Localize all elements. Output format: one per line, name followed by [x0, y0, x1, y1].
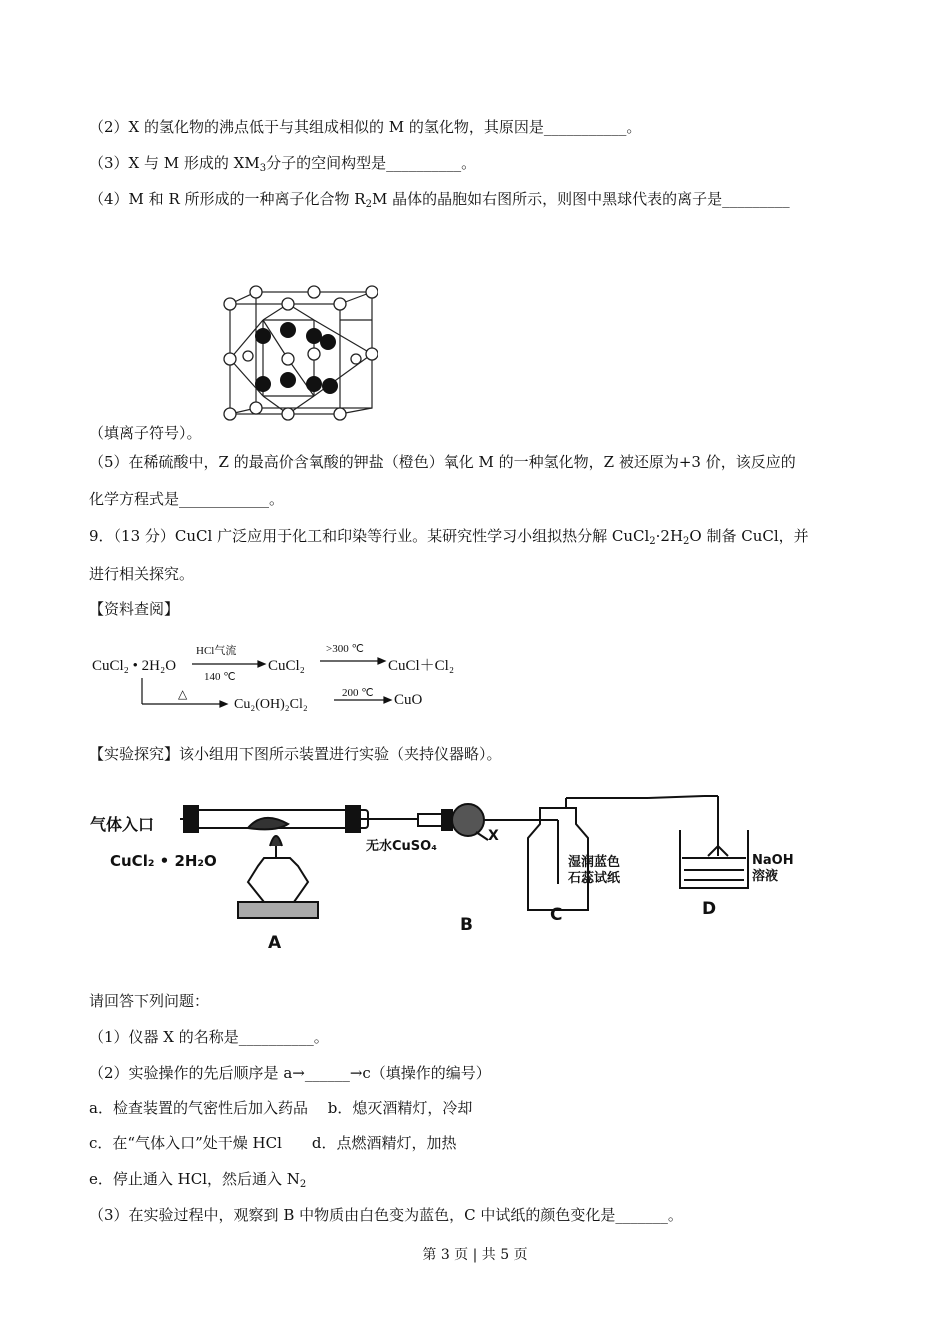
apparatus-figure — [88, 780, 808, 956]
scheme-product1: CuCl＋Cl₂ — [388, 658, 455, 674]
scheme-reactant: CuCl₂ • 2H₂O — [92, 658, 177, 674]
question-9-intro-line2: 进行相关探究。 — [89, 565, 195, 583]
question-4-3: （3）X 与 M 形成的 $XM_3$分子的空间构型是__________。 — [89, 154, 477, 174]
scheme-delta: △ — [178, 687, 188, 701]
naoh-label-line1: NaOH — [752, 853, 794, 868]
options-a-b: a．检查装置的气密性后加入药品 b．熄灭酒精灯，冷却 — [89, 1099, 473, 1117]
subquestion-3: （3）在实验过程中，观察到 B 中物质由白色变为蓝色，C 中试纸的颜色变化是_______。 — [89, 1206, 683, 1224]
scheme-product2: CuO — [394, 692, 423, 708]
question-4-5-line2: 化学方程式是____________。 — [89, 490, 285, 508]
scheme-arrow2-top: >300 ℃ — [326, 643, 364, 655]
sample-label: CuCl₂ • 2H₂O — [110, 852, 217, 870]
label-c: C — [550, 905, 563, 925]
gas-inlet-label: 气体入口 — [90, 815, 155, 834]
question-4-4-tail: （填离子符号）。 — [89, 424, 202, 442]
scheme-arrow3-top: 200 ℃ — [342, 687, 374, 699]
scheme-side: Cu₂(OH)₂Cl₂ — [234, 697, 308, 712]
desiccant-label: 无水CuSO₄ — [366, 839, 437, 854]
scheme-arrow1-top: HCl气流 — [196, 645, 237, 657]
reaction-scheme — [88, 634, 468, 718]
label-d: D — [702, 899, 717, 919]
question-4-5-line1: （5）在稀硫酸中，Z 的最高价含氧酸的钾盐（橙色）氧化 M 的一种氢化物，Z 被还原为+3 价，该反应的 — [89, 453, 796, 471]
naoh-label-line2: 溶液 — [752, 869, 779, 884]
label-a: A — [268, 933, 282, 953]
experiment-heading: 【实验探究】该小组用下图所示装置进行实验（夹持仪器略）。 — [89, 745, 502, 763]
reference-heading: 【资料查阅】 — [89, 600, 180, 618]
question-9-intro: 9．（13 分）CuCl 广泛应用于化工和印染等行业。某研究性学习小组拟热分解 $CuCl_2\cdot 2H_2O$ 制备 CuCl，并 — [89, 527, 809, 547]
question-4-4: （4）M 和 R 所形成的一种离子化合物 $R_2M$ 晶体的晶胞如右图所示，则图中黑球代表的离子是_________ — [89, 190, 790, 210]
page-footer: 第 3 页 | 共 5 页 — [422, 1247, 528, 1263]
scheme-mid: CuCl₂ — [268, 658, 305, 674]
question-4-2: （2）X 的氢化物的沸点低于与其组成相似的 M 的氢化物，其原因是___________。 — [89, 118, 642, 136]
paper-label-line2: 石蕊试纸 — [568, 871, 621, 886]
subquestion-1: （1）仪器 X 的名称是__________。 — [89, 1028, 329, 1046]
x-label: X — [488, 828, 499, 844]
paper-label-line1: 湿润蓝色 — [568, 855, 621, 870]
options-c-d: c．在“气体入口”处干燥 HCl d．点燃酒精灯，加热 — [89, 1134, 457, 1152]
label-b: B — [460, 915, 473, 935]
subquestion-2: （2）实验操作的先后顺序是 a→______→c（填操作的编号） — [89, 1064, 491, 1082]
option-e: e．停止通入 HCl，然后通入 $N_2$ — [89, 1170, 307, 1190]
scheme-arrow1-bottom: 140 ℃ — [204, 671, 236, 683]
answer-prompt: 请回答下列问题： — [89, 992, 210, 1010]
crystal-cell-figure — [218, 284, 378, 434]
